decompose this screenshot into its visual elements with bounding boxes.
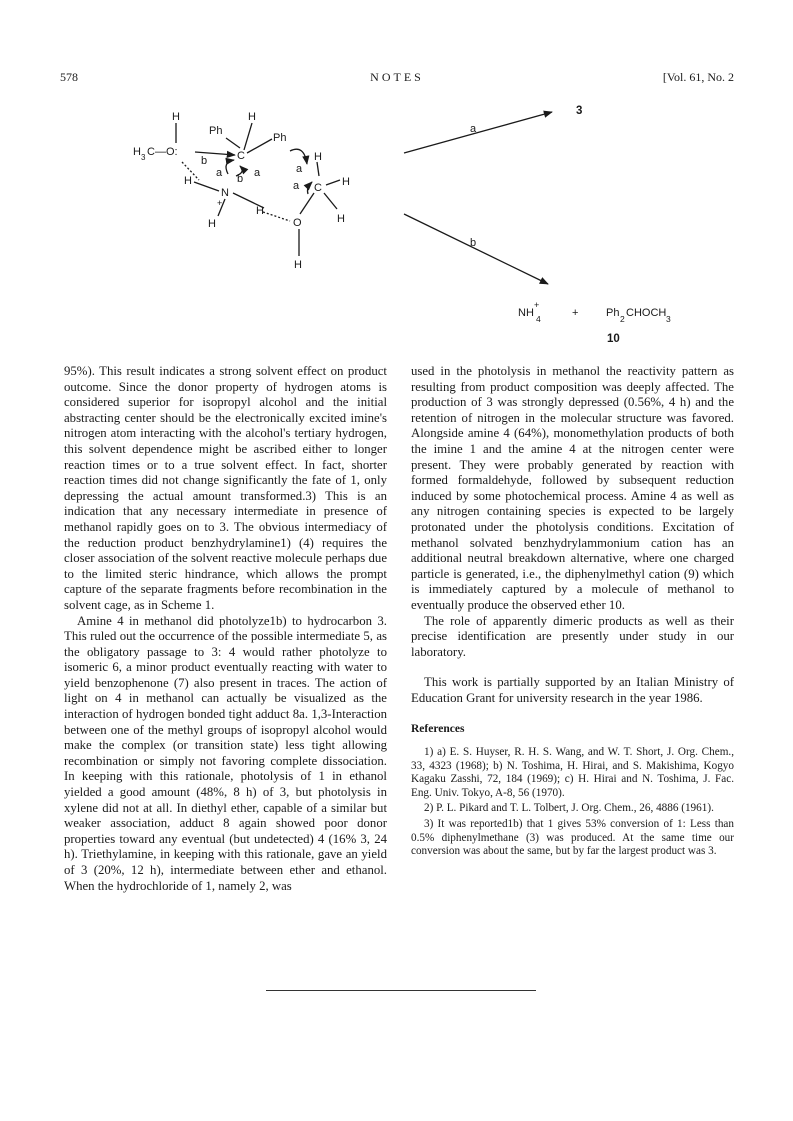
- reference-item: 3) It was reported1b) that 1 gives 53% conversion of 1: Less than 0.5% diphenylmethane (3) was produced. At the same time our conversion was about the same, but by far the largest product was 3.: [411, 818, 734, 858]
- page-number: 578: [60, 70, 78, 84]
- paragraph: Amine 4 in methanol did photolyze1b) to hydrocarbon 3. This ruled out the occurrence of the possible intermediate 5, as the obligatory passage to 3: 4 would rather photolyze to isomeric 6, a minor product eventually reacting with water to yield benzophenone (7) also present in traces. The action of light on 4 in methanol can actually be visualized as the interaction of hydrogen bonded tight adduct 8a. 1,3-Interaction between one of the methyl groups of isopropyl alcohol would make the complex (or transition state) less tight allowing recombination or simply not favoring complete dissociation. In keeping with this rationale, photolysis of 1 in ethanol yielded a good amount (48%, 8 h) of 3, but photolysis in xylene did not at all. In diethyl ether, capable of a similar but weaker association, adduct 8 again showed poor donor properties toward any eventual (but undetected) 4 (16% 3, 24 h). Triethylamine, in keeping with this rationale, gave an yield of 3 (20%, 12 h), intermediate between ether and ethanol. When the hydrochloride of 1, namely 2, was: [64, 613, 387, 893]
- acknowledgment: This work is partially supported by an Italian Ministry of Education Grant for university research in the year 1986.: [411, 675, 734, 705]
- atom-ph: Ph: [273, 132, 287, 144]
- running-title: NOTES: [370, 70, 424, 84]
- atom-o: O: [293, 217, 302, 229]
- left-column: [64, 364, 387, 894]
- atom-h: H: [342, 176, 350, 188]
- atom-h: H: [172, 111, 180, 123]
- methoxy-fragment: C—O:: [147, 146, 178, 158]
- paragraph: 95%). This result indicates a strong solvent effect on product outcome. Since the donor property of hydrogen atoms is considered superior for isopropyl alcohol and the initial abstracting center should be the electronically excited imine's nitrogen atom interacting with the alcohol's tertiary hydrogen, this solvent dependence might be ascribed either to longer reaction times or to a true solvent effect. In fact, shorter reaction times did not change significantly the fate of 1, only depressing the actual amount transformed.3) This is an indication that any necessary intermediate in presence of methanol rapidly goes on to 3. The obvious intermediacy of the reduction product benzhydrylamine1) (4) requires the closer association of the solvent reactive molecule perhaps due to the limited steric hindrance, which allows the prompt capture of the separate fragments before recombination in the solvent cage, as in Scheme 1.: [64, 364, 387, 612]
- pathway-label-b: b: [470, 237, 477, 249]
- atom-h: H: [256, 205, 264, 217]
- atom-c: C: [237, 150, 245, 162]
- reaction-scheme: [100, 96, 720, 360]
- atom-h: H: [133, 146, 141, 158]
- atom-h: H: [184, 175, 192, 187]
- plus-sign: +: [572, 307, 579, 319]
- atom-h: H: [337, 213, 345, 225]
- references-heading: References: [411, 723, 465, 736]
- end-rule: [266, 990, 536, 991]
- pathway-label-a: a: [470, 123, 477, 135]
- arrow-label-a: a: [216, 167, 223, 179]
- atom-h: H: [248, 111, 256, 123]
- ammonium-charge: +: [534, 300, 540, 310]
- reference-item: 2) P. L. Pikard and T. L. Tolbert, J. Org. Chem., 26, 4886 (1961).: [424, 802, 714, 815]
- atom-n: N: [221, 187, 229, 199]
- subscript-3: 3: [141, 153, 146, 162]
- atom-c: C: [314, 182, 322, 194]
- arrow-label-a: a: [296, 163, 303, 175]
- product-3-label: 3: [576, 105, 583, 117]
- atom-h: H: [314, 151, 322, 163]
- ether-sub-2: 2: [620, 314, 625, 324]
- right-column: [411, 364, 734, 861]
- atom-h: H: [294, 259, 302, 271]
- paragraph: used in the photolysis in methanol the reactivity pattern as resulting from product composition was deeply affected. The production of 3 was strongly depressed (0.56%, 4 h) and the retention of nitrogen in the molecular structure was favored. Alongside amine 4 (64%), monomethylation products of both the imine 1 and the amine 4 at the nitrogen center were present. They were probably generated by reaction with formed formaldehyde, followed by subsequent reduction induced by some photochemical process. Amine 4 as well as any nitrogen containing species is expected to be largely protonated under the photolysis conditions. Excitation of methanol solvated benzhydrylammonium cation has an additional neutral breakdown alternative, where one charged particle is generated, i.e., the diphenylmethyl cation (9) which is immediately captured by a molecule of methanol to eventually produce the observed ether 10.: [411, 364, 734, 612]
- volume-info: [Vol. 61, No. 2: [662, 70, 734, 84]
- ether-sub-3: 3: [666, 314, 671, 324]
- arrow-label-b: b: [201, 155, 208, 167]
- reference-item: 1) a) E. S. Huyser, R. H. S. Wang, and W. T. Short, J. Org. Chem., 33, 4323 (1968); b) N. Toshima, H. Hirai, and S. Makishima, Kogyo Kagaku Zasshi, 72, 184 (1969); c) H. Hirai and N. Toshima, J. Fac. Eng. Univ. Tokyo, A-8, 56 (1970).: [411, 746, 734, 799]
- ammonium-sub: 4: [536, 314, 541, 324]
- ammonium-nh: NH: [518, 307, 534, 319]
- charge-plus: +: [217, 198, 223, 208]
- atom-h: H: [208, 218, 216, 230]
- ether-rest: CHOCH: [626, 307, 667, 319]
- ether-ph: Ph: [606, 307, 620, 319]
- arrow-label-a: a: [293, 180, 300, 192]
- page-header: [60, 70, 734, 90]
- product-10-label: 10: [607, 333, 620, 345]
- arrow-label-a: a: [254, 167, 261, 179]
- arrow-label-b: b: [237, 173, 244, 185]
- paragraph: The role of apparently dimeric products as well as their precise identification are presently under study in our laboratory.: [411, 613, 734, 659]
- atom-ph: Ph: [209, 125, 223, 137]
